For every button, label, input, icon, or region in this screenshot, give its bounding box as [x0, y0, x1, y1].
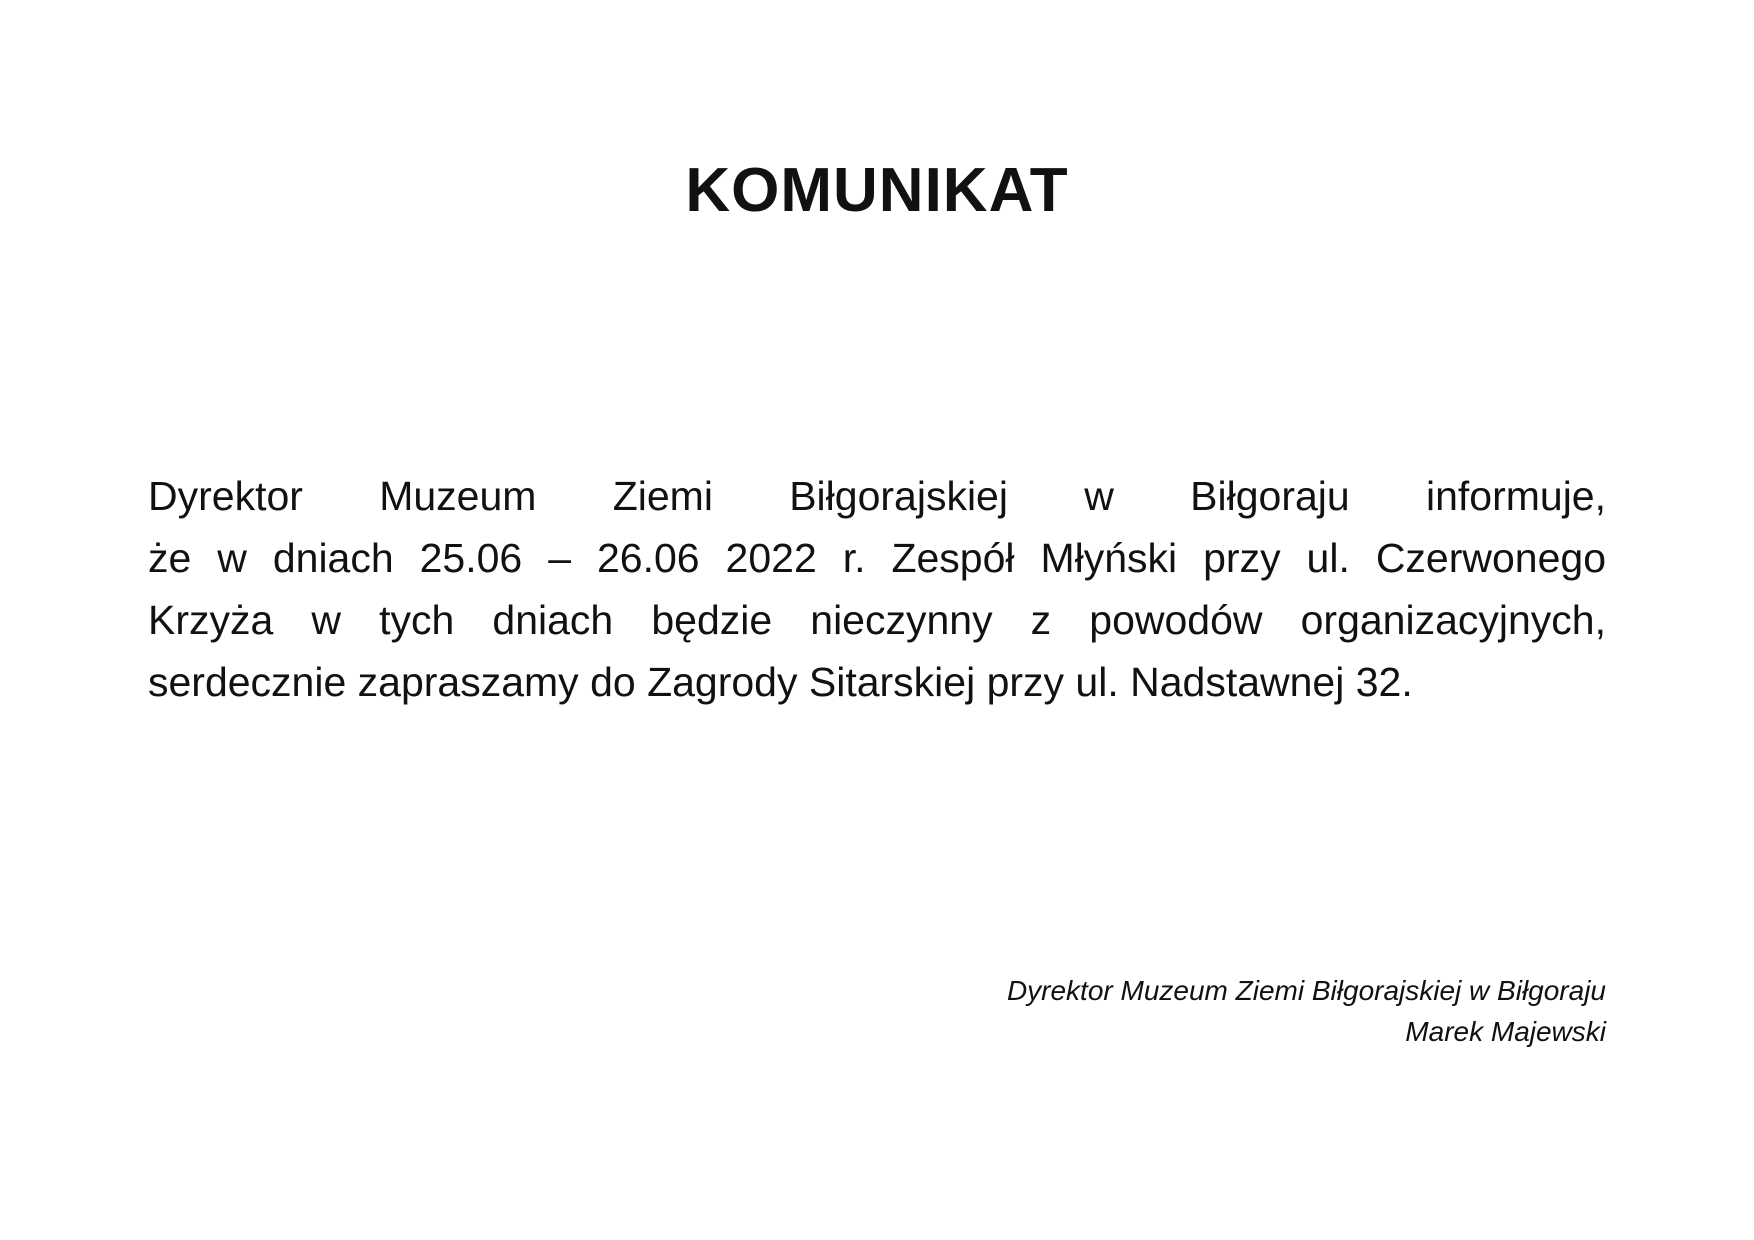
signature-block — [1007, 970, 1606, 1052]
body-line: Krzyża w tych dniach będzie nieczynny z powodów organizacyjnych, — [148, 597, 1606, 643]
document-title: KOMUNIKAT — [685, 156, 1069, 225]
announcement-body — [148, 465, 1606, 713]
signature-position: Dyrektor Muzeum Ziemi Biłgorajskiej w Biłgoraju — [1006, 975, 1606, 1006]
body-line: serdecznie zapraszamy do Zagrody Sitarskiej przy ul. Nadstawnej 32. — [148, 659, 1413, 705]
body-line: że w dniach 25.06 – 26.06 2022 r. Zespół Młyński przy ul. Czerwonego — [148, 535, 1606, 581]
signature-name: Marek Majewski — [1405, 1016, 1606, 1047]
body-line: Dyrektor Muzeum Ziemi Biłgorajskiej w Biłgoraju informuje, — [148, 473, 1606, 519]
